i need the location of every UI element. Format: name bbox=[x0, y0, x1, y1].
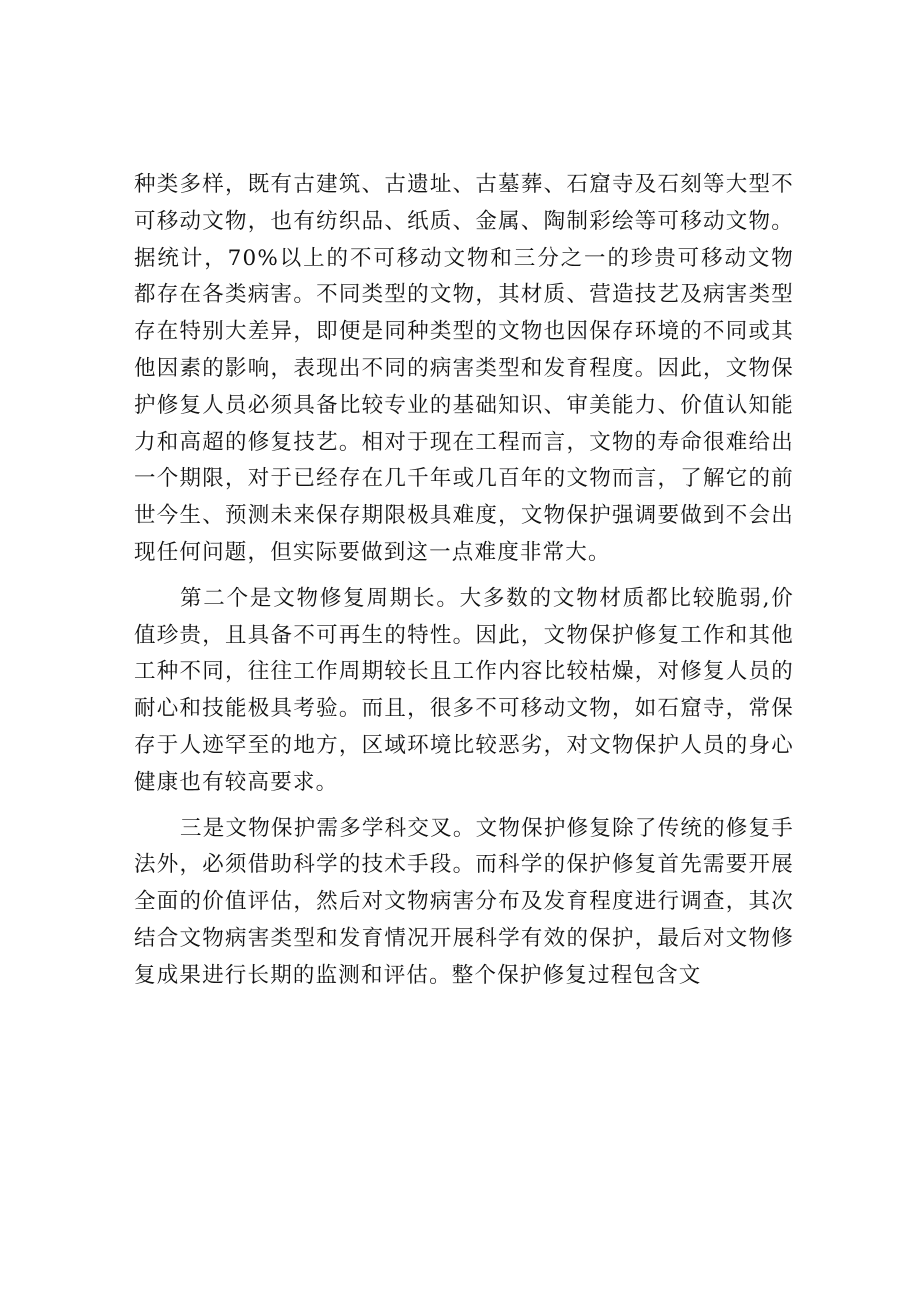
document-body bbox=[134, 167, 794, 995]
paragraph-interdisciplinary: 三是文物保护需多学科交叉。文物保护修复除了传统的修复手法外，必须借助科学的技术手段。而科学的保护修复首先需要开展全面的价值评估，然后对文物病害分布及发育程度进行调查，其次结合文物病害类型和发育情况开展科学有效的保护，最后对文物修复成果进行长期的监测和评估。整个保护修复过程包含文 bbox=[134, 815, 794, 988]
paragraph-restoration-cycle: 第二个是文物修复周期长。大多数的文物材质都比较脆弱,价值珍贵，且具备不可再生的特性。因此，文物保护修复工作和其他工种不同，往往工作周期较长且工作内容比较枯燥，对修复人员的耐心和技能极具考验。而且，很多不可移动文物，如石窟寺，常保存于人迹罕至的地方，区域环境比较恶劣，对文物保护人员的身心健康也有较高要求。 bbox=[134, 585, 794, 795]
paragraph-continuation: 种类多样，既有古建筑、古遗址、古墓葬、石窟寺及石刻等大型不可移动文物，也有纺织品、纸质、金属、陶制彩绘等可移动文物。据统计，70%以上的不可移动文物和三分之一的珍贵可移动文物都存在各类病害。不同类型的文物，其材质、营造技艺及病害类型存在特别大差异，即便是同种类型的文物也因保存环境的不同或其他因素的影响，表现出不同的病害类型和发育程度。因此，文物保护修复人员必须具备比较专业的基础知识、审美能力、价值认知能力和高超的修复技艺。相对于现在工程而言，文物的寿命很难给出一个期限，对于已经存在几千年或几百年的文物而言，了解它的前世今生、预测未来保存期限极具难度，文物保护强调要做到不会出现任何问题，但实际要做到这一点难度非常大。 bbox=[134, 172, 794, 565]
